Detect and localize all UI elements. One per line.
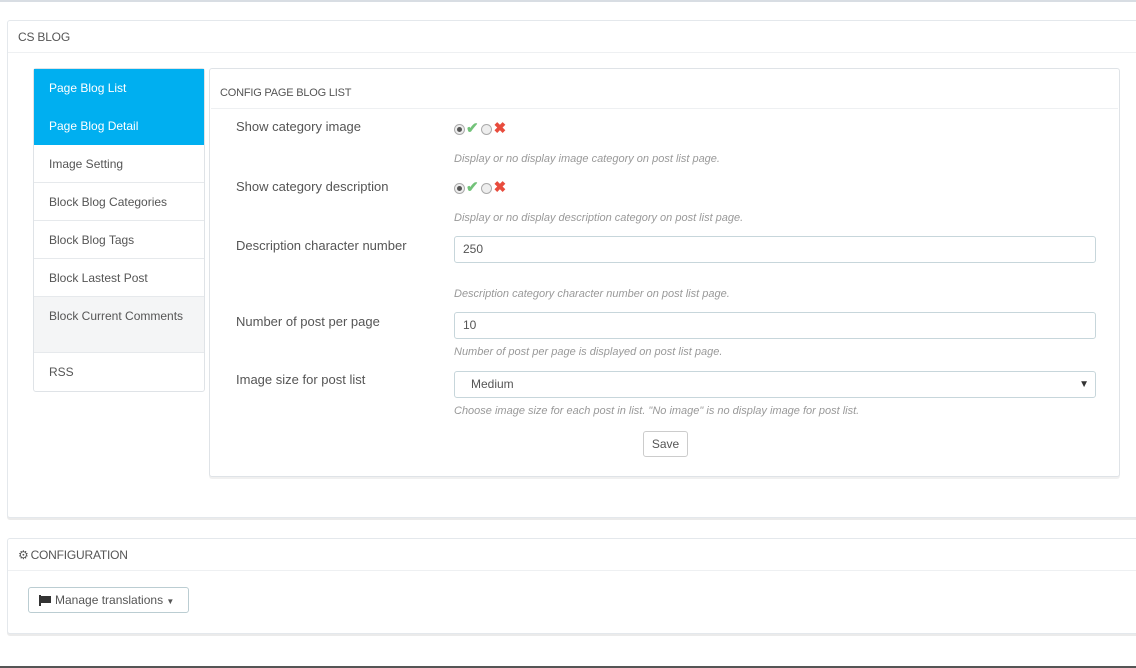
image-size-select[interactable] bbox=[454, 371, 1096, 398]
show-category-description-help: Display or no display description category on post list page. bbox=[454, 212, 744, 224]
panel-title: CS BLOG bbox=[8, 21, 1136, 53]
config-form-panel bbox=[209, 68, 1120, 477]
cs-blog-panel bbox=[7, 20, 1136, 518]
blog-settings-nav bbox=[33, 68, 205, 392]
show-category-image-toggle bbox=[454, 121, 506, 137]
configuration-panel bbox=[7, 538, 1136, 634]
description-character-number-input[interactable]: 250 bbox=[454, 236, 1096, 263]
image-size-label: Image size for post list bbox=[236, 372, 366, 387]
nav-item-page-blog-detail[interactable]: Page Blog Detail bbox=[34, 107, 204, 145]
nav-item-block-blog-categories[interactable]: Block Blog Categories bbox=[34, 183, 204, 221]
show-category-image-yes-radio[interactable] bbox=[454, 124, 465, 135]
caret-down-icon: ▼ bbox=[166, 597, 175, 606]
show-category-description-yes-radio[interactable] bbox=[454, 183, 465, 194]
show-category-description-label: Show category description bbox=[236, 179, 389, 194]
nav-item-rss[interactable]: RSS bbox=[49, 365, 74, 379]
manage-translations-button[interactable] bbox=[28, 587, 189, 613]
nav-item-page-blog-list[interactable]: Page Blog List bbox=[34, 69, 204, 107]
cogs-icon: ⚙ bbox=[18, 548, 29, 562]
flag-icon bbox=[39, 596, 51, 605]
configuration-heading bbox=[8, 539, 1136, 571]
form-title: CONFIG PAGE BLOG LIST bbox=[211, 69, 1118, 109]
cross-icon: ✖ bbox=[493, 179, 507, 196]
posts-per-page-input[interactable]: 10 bbox=[454, 312, 1096, 339]
show-category-description-toggle bbox=[454, 180, 506, 196]
configuration-title: CONFIGURATION bbox=[30, 548, 128, 562]
check-icon: ✔ bbox=[466, 120, 479, 137]
show-category-image-help: Display or no display image category on post list page. bbox=[454, 153, 720, 165]
show-category-image-label: Show category image bbox=[236, 119, 362, 134]
manage-translations-label: Manage translations bbox=[55, 593, 164, 607]
top-border bbox=[0, 0, 1136, 2]
save-button[interactable]: Save bbox=[643, 431, 688, 457]
posts-per-page-label: Number of post per page bbox=[236, 314, 380, 329]
image-size-help: Choose image size for each post in list. "No image" is no display image for post list. bbox=[454, 405, 860, 417]
image-size-selected-value: Medium bbox=[471, 377, 514, 391]
nav-item-block-lastest-post[interactable]: Block Lastest Post bbox=[34, 259, 204, 297]
nav-item-image-setting[interactable]: Image Setting bbox=[34, 145, 204, 183]
caret-down-icon: ▼ bbox=[1079, 379, 1089, 390]
show-category-image-no-radio[interactable] bbox=[481, 124, 492, 135]
check-icon: ✔ bbox=[466, 179, 479, 196]
cross-icon: ✖ bbox=[493, 120, 507, 137]
show-category-description-no-radio[interactable] bbox=[481, 183, 492, 194]
posts-per-page-help: Number of post per page is displayed on post list page. bbox=[454, 346, 723, 358]
description-character-number-help: Description category character number on post list page. bbox=[454, 288, 730, 300]
nav-item-block-blog-tags[interactable]: Block Blog Tags bbox=[34, 221, 204, 259]
description-character-number-label: Description character number bbox=[236, 238, 407, 253]
nav-item-block-current-comments[interactable]: Block Current Comments bbox=[34, 297, 204, 353]
